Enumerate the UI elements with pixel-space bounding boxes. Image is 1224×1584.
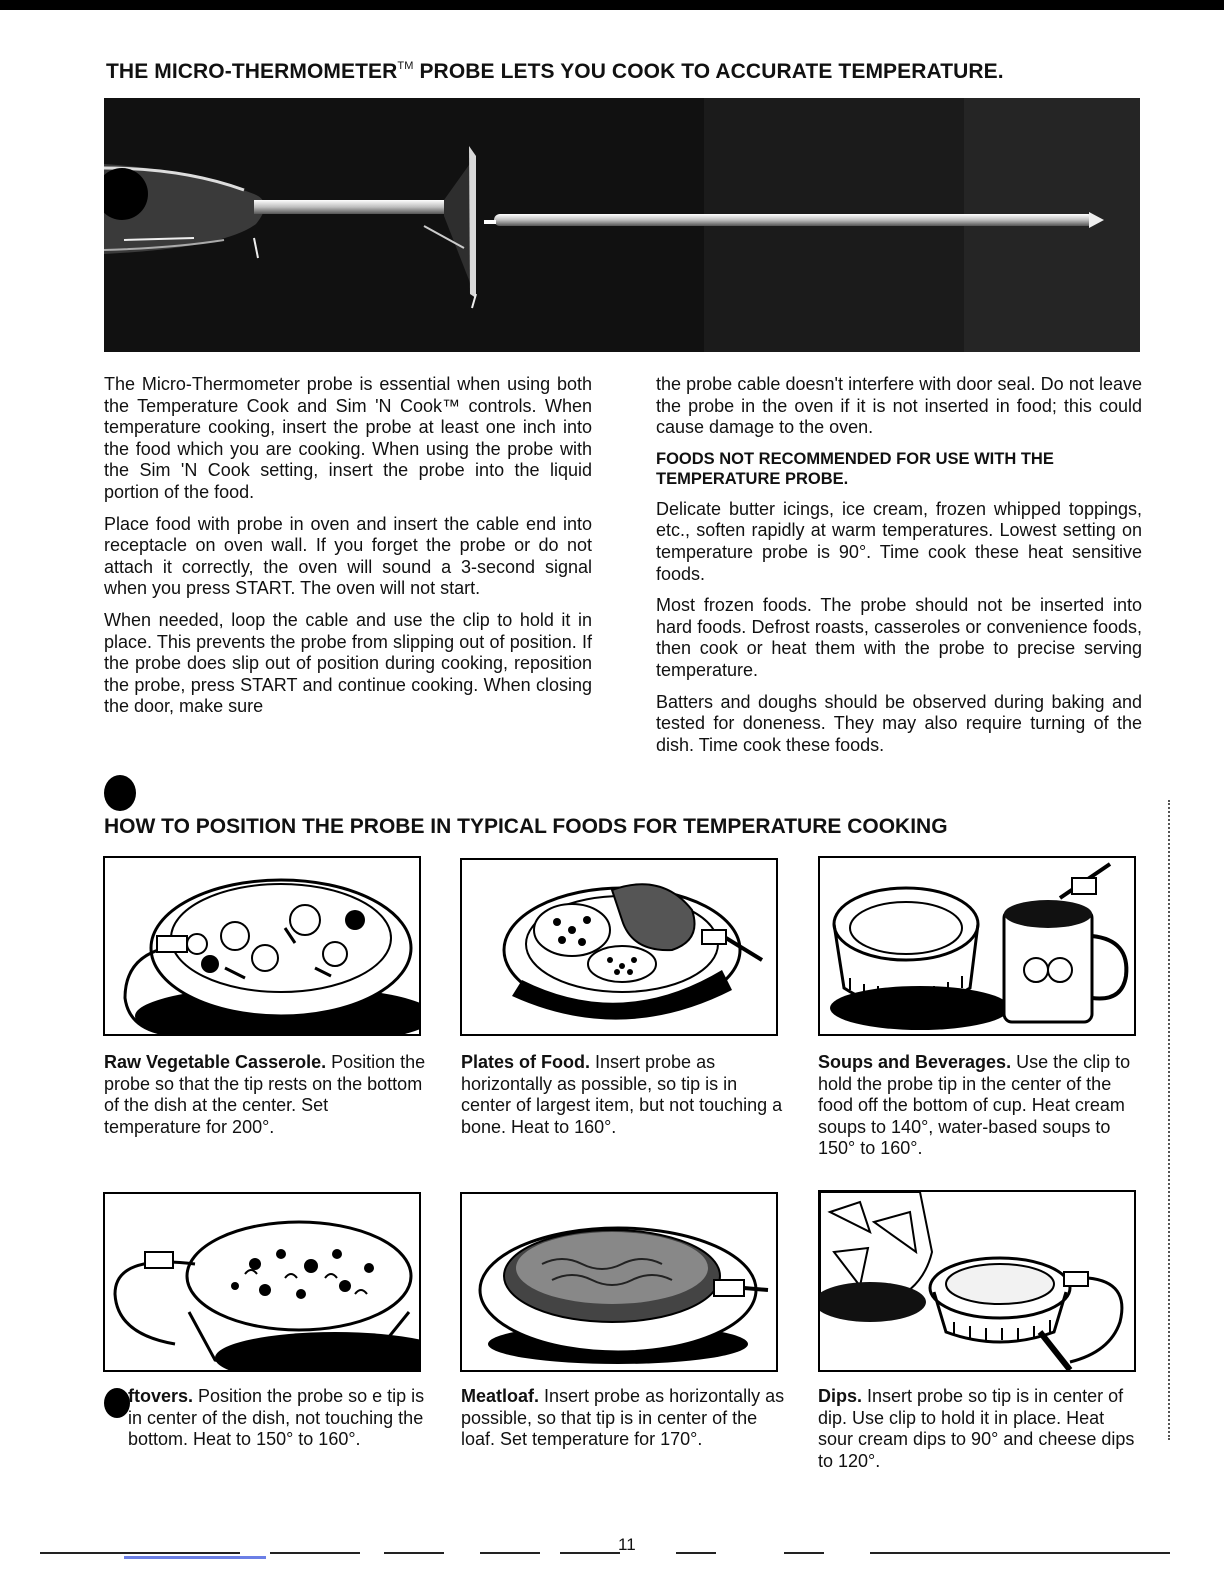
figure-raw-vegetable-casserole <box>103 856 421 1036</box>
caption-dips: Dips. Insert probe so tip is in center of dip. Use clip to hold it in place. Heat sour cream dips to 90° and cheese dips to 120°. <box>818 1386 1135 1471</box>
intro-paragraph: Most frozen foods. The probe should not be inserted into hard foods. Defrost roasts, casseroles or convenience foods, then cook or heat them with the probe to precise serving temperature. <box>656 595 1142 680</box>
trademark-mark: TM <box>397 60 414 72</box>
intro-paragraph: Batters and doughs should be observed during baking and tested for doneness. They may also require turning of the dish. Time cook these foods. <box>656 691 1142 755</box>
page-number: 11 <box>618 1535 636 1554</box>
footer-rule <box>676 1552 716 1554</box>
caption-meatloaf: Meatloaf. Insert probe as horizontally as possible, so that tip is in center of the loaf. Set temperature for 170°. <box>461 1386 785 1450</box>
caption-plates-of-food: Plates of Food. Insert probe as horizontally as possible, so tip is in center of largest item, but not touching a bone. Heat to 160°. <box>461 1052 783 1137</box>
caption-soups-and-beverages: Soups and Beverages. Use the clip to hold the probe tip in the center of the food off the bottom of cup. Heat cream soups to 140°, water-based soups to 150° to 160°. <box>818 1052 1131 1159</box>
intro-paragraph: Delicate butter icings, ice cream, frozen whipped toppings, etc., soften rapidly at warm temperatures. Lowest setting on temperature probe is 90°. Time cook these heat sensitive foods. <box>656 498 1142 584</box>
footer-rule <box>384 1552 444 1554</box>
punch-hole-mark <box>104 775 136 811</box>
top-rule <box>0 0 1224 10</box>
section-title: HOW TO POSITION THE PROBE IN TYPICAL FOODS FOR TEMPERATURE COOKING <box>104 815 948 838</box>
page-title: THE MICRO-THERMOMETER™ PROBE LETS YOU COOK TO ACCURATE TEMPERATURE. <box>106 60 1004 83</box>
caption-raw-vegetable-casserole: Raw Vegetable Casserole. Position the probe so that the tip rests on the bottom of the dish at the center. Set temperature for 200°. <box>104 1052 426 1137</box>
intro-paragraph: Place food with probe in oven and insert the cable end into receptacle on oven wall. If you forget the probe or do not attach it correctly, the oven will sound a 3-second signal when you press START. The oven will not start. <box>104 513 592 599</box>
footer-rule <box>784 1552 824 1554</box>
punch-hole-mark <box>104 1388 130 1418</box>
not-recommended-heading: FOODS NOT RECOMMENDED FOR USE WITH THE TEMPERATURE PROBE. <box>656 449 1054 488</box>
footer-rule <box>870 1552 1170 1554</box>
footer-rule <box>40 1552 240 1554</box>
scan-edge-line <box>1168 800 1172 1440</box>
intro-paragraph: The Micro-Thermometer probe is essential when using both the Temperature Cook and Sim 'N Cook™ controls. When temperature cooking, insert the probe at least one inch into the food which you are cooking. When using the probe with the Sim 'N Cook setting, insert the probe into the liquid portion of the food. <box>104 374 592 502</box>
blue-mark <box>124 1556 266 1559</box>
footer-rule <box>560 1552 620 1554</box>
figure-dips <box>818 1190 1136 1372</box>
figure-soups-and-beverages <box>818 856 1136 1036</box>
figure-leftovers <box>103 1192 421 1372</box>
figure-plates-of-food <box>460 858 778 1036</box>
figure-meatloaf <box>460 1192 778 1372</box>
intro-paragraph: the probe cable doesn't interfere with door seal. Do not leave the probe in the oven if it is not inserted in food; this could cause damage to the oven. <box>656 374 1142 438</box>
caption-leftovers: ftovers. Position the probe so e tip is in center of the dish, not touching the bottom. Heat to 150° to 160°. <box>128 1386 425 1450</box>
footer-rule <box>480 1552 540 1554</box>
intro-column-right <box>656 374 1142 766</box>
probe-photo <box>104 98 1140 352</box>
footer-rule <box>270 1552 360 1554</box>
intro-paragraph: When needed, loop the cable and use the clip to hold it in place. This prevents the probe from slipping out of position. If the probe does slip out of position during cooking, reposition the probe, press START and continue cooking. When closing the door, make sure <box>104 609 592 717</box>
intro-column-left <box>104 374 592 728</box>
